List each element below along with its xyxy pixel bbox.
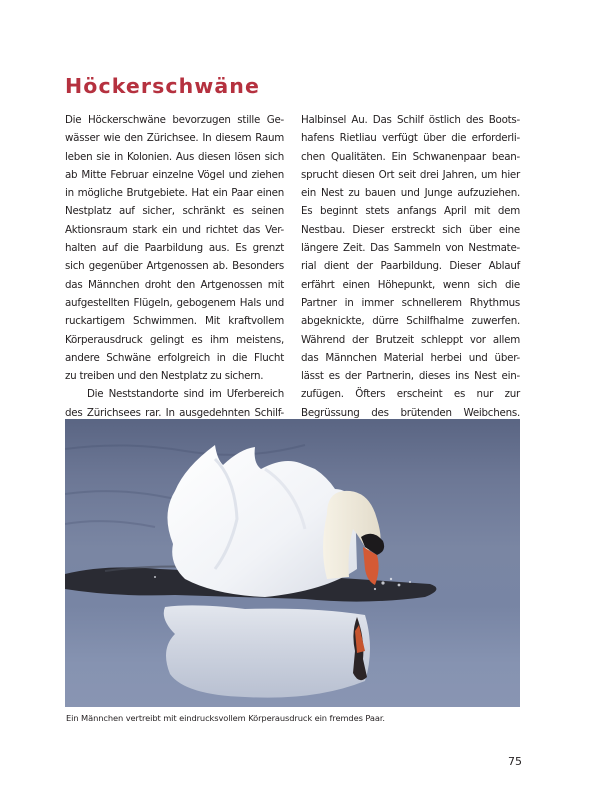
text-line: Halbinsel Au. Das Schilf östlich des Boots-	[301, 114, 520, 126]
text-line: lässt es der Partnerin, dieses ins Nest ein-	[301, 370, 520, 383]
text-line: in mögliche Brutgebiete. Hat ein Paar einen	[65, 187, 284, 200]
swan-photo	[65, 419, 520, 707]
text-line: Körperausdruck gelingt es ihm meistens,	[65, 333, 284, 346]
swan-reflection	[164, 605, 370, 697]
text-line: sich gegenüber Artgenossen ab. Besonders	[65, 260, 284, 273]
swan-illustration	[65, 419, 520, 707]
text-line: zu treiben und den Nestplatz zu sichern.	[65, 370, 264, 383]
text-line: des Zürichsees rar. In ausgedehnten Schilf-	[65, 406, 284, 419]
page-title: Höckerschwäne	[65, 73, 261, 98]
text-line: wässer wie den Zürichsee. In diesem Raum	[65, 132, 284, 145]
text-line: Die Neststandorte sind im Uferbereich	[87, 388, 284, 401]
text-line: hafens Rietliau verfügt über die erforderli-	[301, 132, 520, 145]
text-line: leben sie in Kolonien. Aus diesen lösen sich	[65, 150, 284, 163]
text-line: rial dient der Paarbildung. Dieser Ablauf	[301, 260, 520, 273]
text-line: das Männchen Material herbei und über-	[301, 351, 520, 364]
text-line: ruckartigem Schwimmen. Mit kraftvollem	[65, 315, 284, 328]
text-line: aufgestellten Flügeln, gebogenem Hals und	[65, 296, 284, 309]
page-number: 75	[508, 755, 522, 768]
text-line: Begrüssung des brütenden Weibchens.	[301, 406, 520, 419]
text-line: halten auf die Paarbildung aus. Es grenzt	[65, 242, 284, 255]
right-text-column	[301, 111, 520, 459]
text-line: Die Höckerschwäne bevorzugen stille Ge-	[65, 114, 284, 126]
text-line: Nestplatz auf sicher, schränkt es seinen	[65, 205, 284, 218]
text-line: zufügen. Öfters erscheint es nur zur	[301, 388, 520, 401]
text-line: erfährt einen Höhepunkt, wenn sich die	[301, 278, 520, 291]
text-line: Während der Brutzeit schleppt vor allem	[301, 333, 520, 346]
text-line: abgeknickte, dürre Schilfhalme zuwerfen.	[301, 315, 520, 328]
left-text-column	[65, 111, 284, 459]
text-line: ab Mitte Februar einzelne Vögel und ziehen	[65, 168, 284, 181]
text-line: ein Nest zu bauen und Junge aufzuziehen.	[301, 187, 520, 200]
photo-caption: Ein Männchen vertreibt mit eindrucksvollem Körperausdruck ein fremdes Paar.	[66, 713, 385, 723]
text-line: andere Schwäne erfolgreich in die Flucht	[65, 351, 284, 364]
text-line: Nestbau. Dieser erstreckt sich über eine	[301, 223, 520, 236]
text-line: Es beginnt stets anfangs April mit dem	[301, 205, 520, 218]
text-line: chen Qualitäten. Ein Schwanenpaar bean-	[301, 150, 520, 163]
text-line: sprucht diesen Ort seit drei Jahren, um hier	[301, 168, 520, 181]
text-line: längere Zeit. Das Sammeln von Nestmate-	[301, 242, 520, 255]
text-line: Aktionsraum stark ein und richtet das Ver-	[65, 223, 284, 236]
text-line: das Männchen droht den Artgenossen mit	[65, 278, 284, 291]
text-line: Partner in immer schnellerem Rhythmus	[301, 296, 520, 309]
